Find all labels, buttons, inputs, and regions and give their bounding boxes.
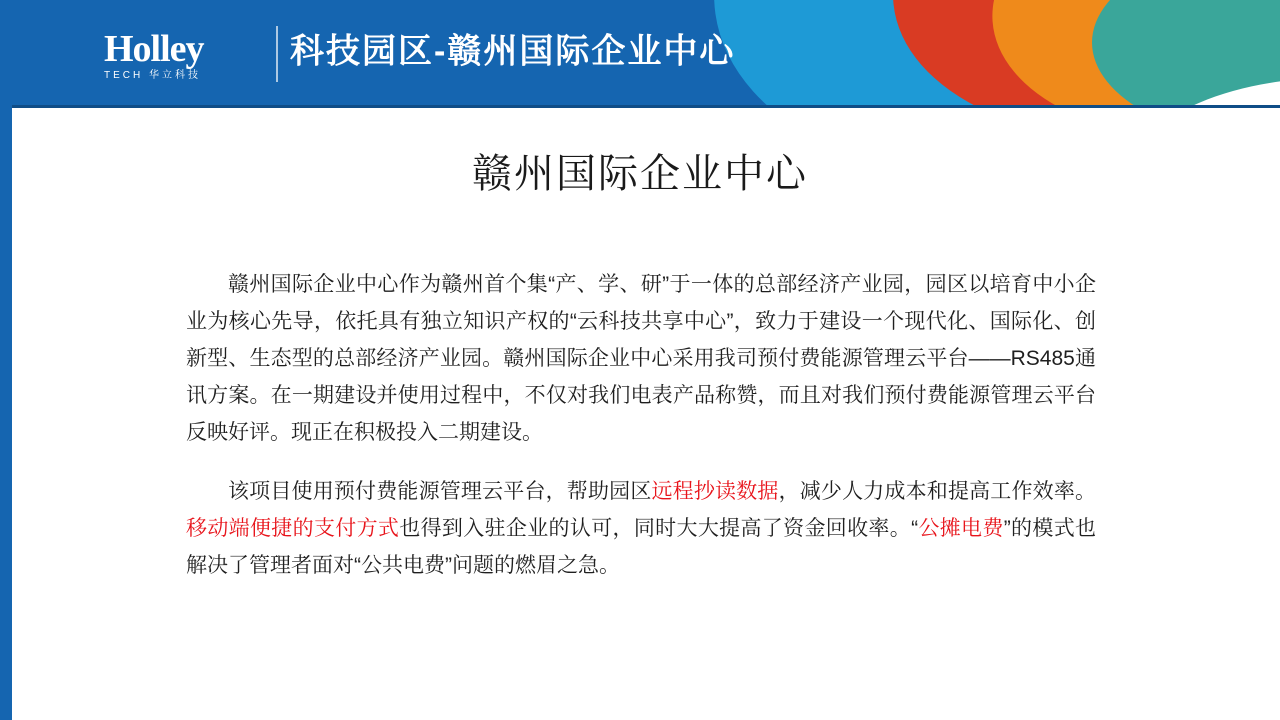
highlight-shared-fee: 公摊电费 bbox=[918, 517, 1004, 540]
slide-body bbox=[186, 266, 1096, 584]
paragraph-2-seg-2: ，减少人力成本和提高工作效率。 bbox=[778, 480, 1097, 503]
logo-wordmark: Holley bbox=[104, 28, 204, 70]
paragraph-2-seg-3: 也得到入驻企业的认可，同时大大提高了资金回收率。“ bbox=[399, 517, 919, 540]
paragraph-2 bbox=[186, 473, 1096, 584]
header-bottom-rule bbox=[12, 105, 1280, 108]
highlight-remote-reading: 远程抄读数据 bbox=[651, 480, 779, 503]
logo-subtext: TECH 华立科技 bbox=[104, 70, 201, 81]
paragraph-2-seg-4: ”的模式也解决了管理者面对“公共电费”问题的燃眉之急。 bbox=[186, 517, 1097, 577]
header-title: 科技园区-赣州国际企业中心 bbox=[290, 32, 736, 71]
company-logo bbox=[104, 30, 270, 82]
page-title: 赣州国际企业中心 bbox=[472, 152, 808, 196]
highlight-mobile-payment: 移动端便捷的支付方式 bbox=[186, 517, 400, 540]
paragraph-1: 赣州国际企业中心作为赣州首个集“产、学、研”于一体的总部经济产业园，园区以培育中小企业为核心先导，依托具有独立知识产权的“云科技共享中心”，致力于建设一个现代化、国际化、创新型、生态型的总部经济产业园。赣州国际企业中心采用我司预付费能源管理云平台——RS485通讯方案。在一期建设并使用过程中，不仅对我们电表产品称赞，而且对我们预付费能源管理云平台反映好评。现正在积极投入二期建设。 bbox=[186, 273, 1096, 444]
slide-header bbox=[12, 0, 1280, 108]
logo-divider bbox=[276, 26, 278, 82]
paragraph-2-seg-1: 该项目使用预付费能源管理云平台，帮助园区 bbox=[228, 480, 652, 503]
left-accent-bar bbox=[0, 0, 12, 720]
